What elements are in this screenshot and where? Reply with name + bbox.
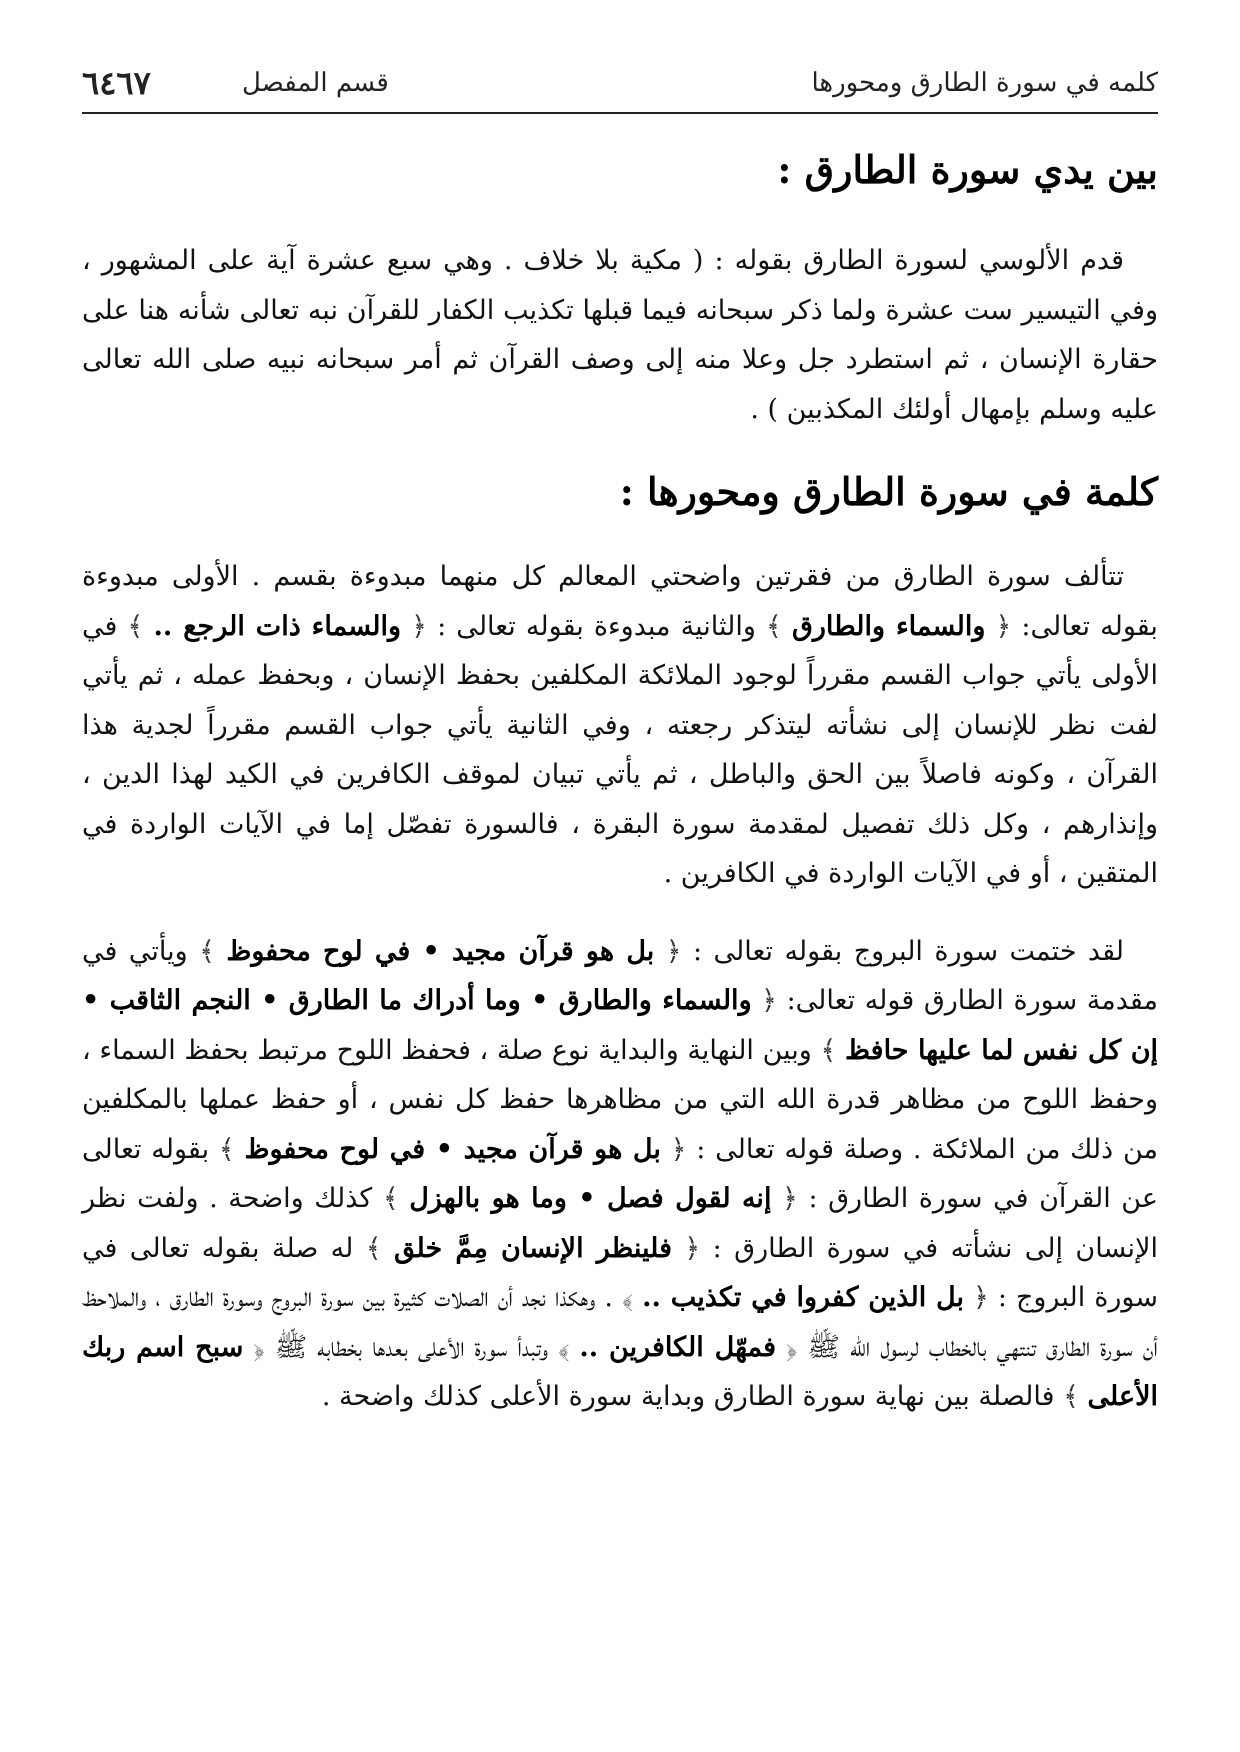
paragraph-structure — [82, 552, 1158, 899]
verse-close-ornament: ﴾ — [218, 1133, 235, 1165]
verse-close-ornament: ﴾ — [558, 1331, 570, 1363]
verse-open-ornament: ﴿ — [995, 610, 1012, 642]
text-run: لقد ختمت سورة البروج بقوله تعالى : — [693, 935, 1124, 967]
verse-open-ornament: ﴿ — [684, 1232, 701, 1264]
page-number: ٦٤٦٧ — [82, 64, 151, 102]
quran-quote: بل هو قرآن مجيد • في لوح محفوظ — [244, 1133, 661, 1165]
quran-quote: والسماء والطارق • وما أدراك ما الطارق • النجم الثاقب • إن كل نفس لما عليها حافظ — [82, 985, 1159, 1066]
verse-open-ornament: ﴿ — [761, 985, 777, 1016]
verse-open-ornament: ﴿ — [411, 610, 427, 642]
quran-quote: سبح اسم ربك الأعلى — [82, 1331, 1158, 1412]
verse-open-ornament: ﴿ — [786, 1331, 798, 1363]
text-run: في الأولى يأتي جواب القسم مقرراً لوجود الملائكة المكلفين بحفظ الإنسان ، وبحفظ عمله ، ثم يأتي لفت نظر للإنسان إلى نشأته ليتذكر رجعته ، وفي الثانية يأتي جواب القسم مقرراً لجدية هذا القرآن ، وكونه فاصلاً بين الحق والباطل ، ثم يأتي تبيان لموقف الكافرين في الكيد لهذا الدين ، وإنذارهم ، وكل ذلك تفصيل لمقدمة سورة البقرة ، فالسورة تفصّل إما في الآيات الواردة في المتقين ، أو في الآيات الواردة في الكافرين . — [82, 610, 1159, 889]
verse-close-ornament: ﴾ — [1063, 1381, 1079, 1412]
quran-quote: والسماء والطارق — [791, 610, 986, 642]
verse-close-ornament: ﴾ — [766, 610, 782, 642]
text-run: له صلة بقوله تعالى في سورة البروج : — [82, 1232, 1158, 1313]
header-title: كلمه في سورة الطارق ومحورها — [811, 68, 1158, 98]
quran-quote: والسماء ذات الرجع .. — [153, 610, 402, 642]
quran-quote: فلينظر الإنسان مِمَّ خلق — [394, 1232, 672, 1264]
running-header — [82, 58, 1158, 108]
text-run: ويأتي في مقدمة سورة الطارق قوله تعالى: — [82, 935, 1158, 1016]
text-run: والثانية مبدوءة بقوله تعالى : — [437, 610, 756, 642]
verse-close-ornament: ﴾ — [382, 1183, 399, 1214]
quran-quote: إنه لقول فصل • وما هو بالهزل — [409, 1183, 772, 1214]
verse-close-ornament: ﴾ — [199, 935, 215, 967]
text-run: . وهكذا نجد أن الصلات كثيرة بين سورة البروج وسورة الطارق ، والملاحظ أن سورة الطارق تنتهي بالخطاب لرسول الله ﷺ — [82, 1282, 1158, 1363]
quran-quote: فمهّل الكافرين .. — [579, 1331, 777, 1363]
verse-open-ornament: ﴿ — [253, 1331, 265, 1363]
text-run: وبين النهاية والبداية نوع صلة ، فحفظ اللوح مرتبط بحفظ السماء ، وحفظ اللوح من مظاهر قدرة الله التي من مظاهرها حفظ كل نفس ، أو حفظ عملها بالمكلفين من ذلك من الملائكة . وصلة قوله تعالى : — [82, 1034, 1158, 1165]
header-section: قسم المفصل — [242, 68, 389, 98]
verse-close-ornament: ﴾ — [365, 1232, 382, 1264]
section-heading-intro: بين يدي سورة الطارق : — [777, 147, 1158, 192]
paragraph-intro: قدم الألوسي لسورة الطارق بقوله : ( مكية بلا خلاف . وهي سبع عشرة آية على المشهور ، وفي التيسير ست عشرة ولما ذكر سبحانه فيما قبلها تكذيب الكفار للقرآن نبه تعالى شأنه هنا على حقارة الإنسان ، ثم استطرد جل وعلا منه إلى وصف القرآن ثم أمر سبحانه نبيه صلى الله تعالى عليه وسلم بإمهال أولئك المكذبين ) . — [82, 245, 1158, 425]
verse-open-ornament: ﴿ — [665, 935, 682, 967]
text-run: تتألف سورة الطارق من فقرتين واضحتي المعالم كل منهما مبدوءة بقسم . الأولى مبدوءة بقوله تعالى: — [82, 561, 1158, 642]
page-body — [82, 140, 1158, 1450]
text-run: كذلك واضحة . ولفت نظر الإنسان إلى نشأته في سورة الطارق : — [82, 1183, 1158, 1264]
verse-open-ornament: ﴿ — [782, 1183, 798, 1214]
verse-close-ornament: ﴾ — [622, 1282, 634, 1313]
quran-quote: بل الذين كفروا في تكذيب .. — [642, 1282, 964, 1313]
section-heading-theme: كلمة في سورة الطارق ومحورها : — [619, 469, 1158, 514]
paragraph-connection — [82, 927, 1158, 1422]
verse-close-ornament: ﴾ — [820, 1034, 837, 1066]
header-divider — [82, 112, 1158, 114]
text-run: بقوله تعالى عن القرآن في سورة الطارق : — [82, 1133, 1158, 1214]
verse-open-ornament: ﴿ — [973, 1282, 989, 1313]
verse-close-ornament: ﴾ — [127, 610, 144, 642]
verse-open-ornament: ﴿ — [670, 1133, 687, 1165]
text-run: فالصلة بين نهاية سورة الطارق وبداية سورة الأعلى كذلك واضحة . — [321, 1381, 1055, 1412]
quran-quote: بل هو قرآن مجيد • في لوح محفوظ — [226, 935, 655, 967]
text-run: وتبدأ سورة الأعلى بعدها بخطابه ﷺ — [274, 1331, 549, 1363]
